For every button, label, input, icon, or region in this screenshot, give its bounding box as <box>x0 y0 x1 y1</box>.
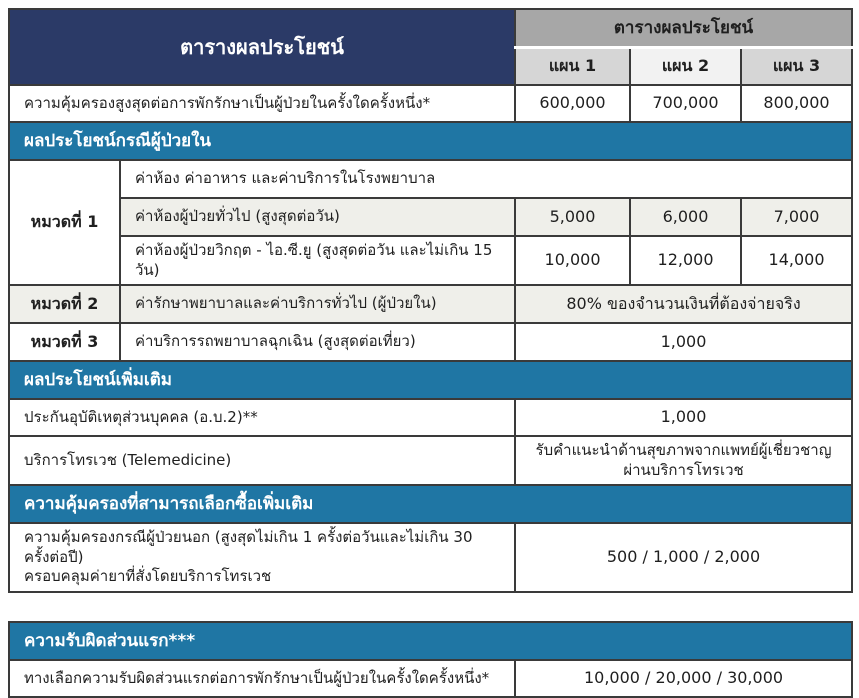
section-header-additional <box>9 361 852 399</box>
plan-1-header: แผน 1 <box>515 48 630 86</box>
shared-value: 1,000 <box>515 399 852 436</box>
table-row-ambulance <box>9 323 852 361</box>
shared-value: 500 / 1,000 / 2,000 <box>515 523 852 592</box>
row-label: ประกันอุบัติเหตุส่วนบุคคล (อ.บ.2)** <box>9 399 515 436</box>
plan-3-header: แผน 3 <box>741 48 852 86</box>
table-separator-gap <box>8 593 851 621</box>
section-header-optional <box>9 485 852 523</box>
table-row-opd <box>9 523 852 592</box>
table-title-right: ตารางผลประโยชน์ <box>515 9 852 48</box>
plan-3-value: 7,000 <box>741 198 852 236</box>
label-line-1: ความคุ้มครองกรณีผู้ป่วยนอก (สูงสุดไม่เกิน 1 ครั้งต่อวันและไม่เกิน 30 ครั้งต่อปี) <box>24 528 473 566</box>
value-line-1: รับคำแนะนำด้านสุขภาพจากแพทย์ผู้เชี่ยวชาญ <box>535 441 832 459</box>
table-row-room-board <box>9 160 852 198</box>
section-header-deductible <box>9 622 852 660</box>
benefits-page <box>8 0 851 698</box>
section-title: ผลประโยชน์กรณีผู้ป่วยใน <box>9 122 852 160</box>
row-label: ค่าบริการรถพยาบาลฉุกเฉิน (สูงสุดต่อเที่ยว) <box>120 323 515 361</box>
shared-value: 1,000 <box>515 323 852 361</box>
plan-3-value: 800,000 <box>741 85 852 122</box>
table-row-medical-services <box>9 285 852 323</box>
table-row-icu-room <box>9 236 852 285</box>
plan-2-value: 6,000 <box>630 198 741 236</box>
category-3-cell: หมวดที่ 3 <box>9 323 120 361</box>
label-line-2: ครอบคลุมค่ายาที่สั่งโดยบริการโทรเวช <box>24 567 272 586</box>
row-label: ค่าห้อง ค่าอาหาร และค่าบริการในโรงพยาบาล <box>120 160 852 198</box>
shared-value <box>515 436 852 485</box>
row-label: บริการโทรเวช (Telemedicine) <box>9 436 515 485</box>
deductible-table <box>8 621 853 698</box>
plan-3-value: 14,000 <box>741 236 852 285</box>
table-row-personal-accident <box>9 399 852 436</box>
shared-value: 80% ของจำนวนเงินที่ต้องจ่ายจริง <box>515 285 852 323</box>
table-row-deductible-option <box>9 660 852 697</box>
category-1-cell: หมวดที่ 1 <box>9 160 120 285</box>
table-row-max-coverage <box>9 85 852 122</box>
row-label: ค่าห้องผู้ป่วยทั่วไป (สูงสุดต่อวัน) <box>120 198 515 236</box>
row-label: ค่าห้องผู้ป่วยวิกฤต - ไอ.ซี.ยู (สูงสุดต่อวัน และไม่เกิน 15 วัน) <box>120 236 515 285</box>
benefits-table <box>8 8 853 593</box>
plan-1-value: 600,000 <box>515 85 630 122</box>
shared-value: 10,000 / 20,000 / 30,000 <box>515 660 852 697</box>
plan-1-value: 5,000 <box>515 198 630 236</box>
plan-2-header: แผน 2 <box>630 48 741 86</box>
section-title: ความคุ้มครองที่สามารถเลือกซื้อเพิ่มเติม <box>9 485 852 523</box>
plan-2-value: 700,000 <box>630 85 741 122</box>
table-row-telemedicine <box>9 436 852 485</box>
table-header-row <box>9 9 852 48</box>
section-title: ผลประโยชน์เพิ่มเติม <box>9 361 852 399</box>
row-label: ความคุ้มครองสูงสุดต่อการพักรักษาเป็นผู้ป่วยในครั้งใดครั้งหนึ่ง* <box>9 85 515 122</box>
table-title-left: ตารางผลประโยชน์ <box>9 9 515 85</box>
row-label <box>9 523 515 592</box>
row-label: ค่ารักษาพยาบาลและค่าบริการทั่วไป (ผู้ป่วยใน) <box>120 285 515 323</box>
value-line-2: ผ่านบริการโทรเวช <box>623 460 744 479</box>
section-title: ความรับผิดส่วนแรก*** <box>9 622 852 660</box>
category-2-cell: หมวดที่ 2 <box>9 285 120 323</box>
section-header-ipd <box>9 122 852 160</box>
plan-2-value: 12,000 <box>630 236 741 285</box>
row-label: ทางเลือกความรับผิดส่วนแรกต่อการพักรักษาเป็นผู้ป่วยในครั้งใดครั้งหนึ่ง* <box>9 660 515 697</box>
table-row-general-room <box>9 198 852 236</box>
plan-1-value: 10,000 <box>515 236 630 285</box>
